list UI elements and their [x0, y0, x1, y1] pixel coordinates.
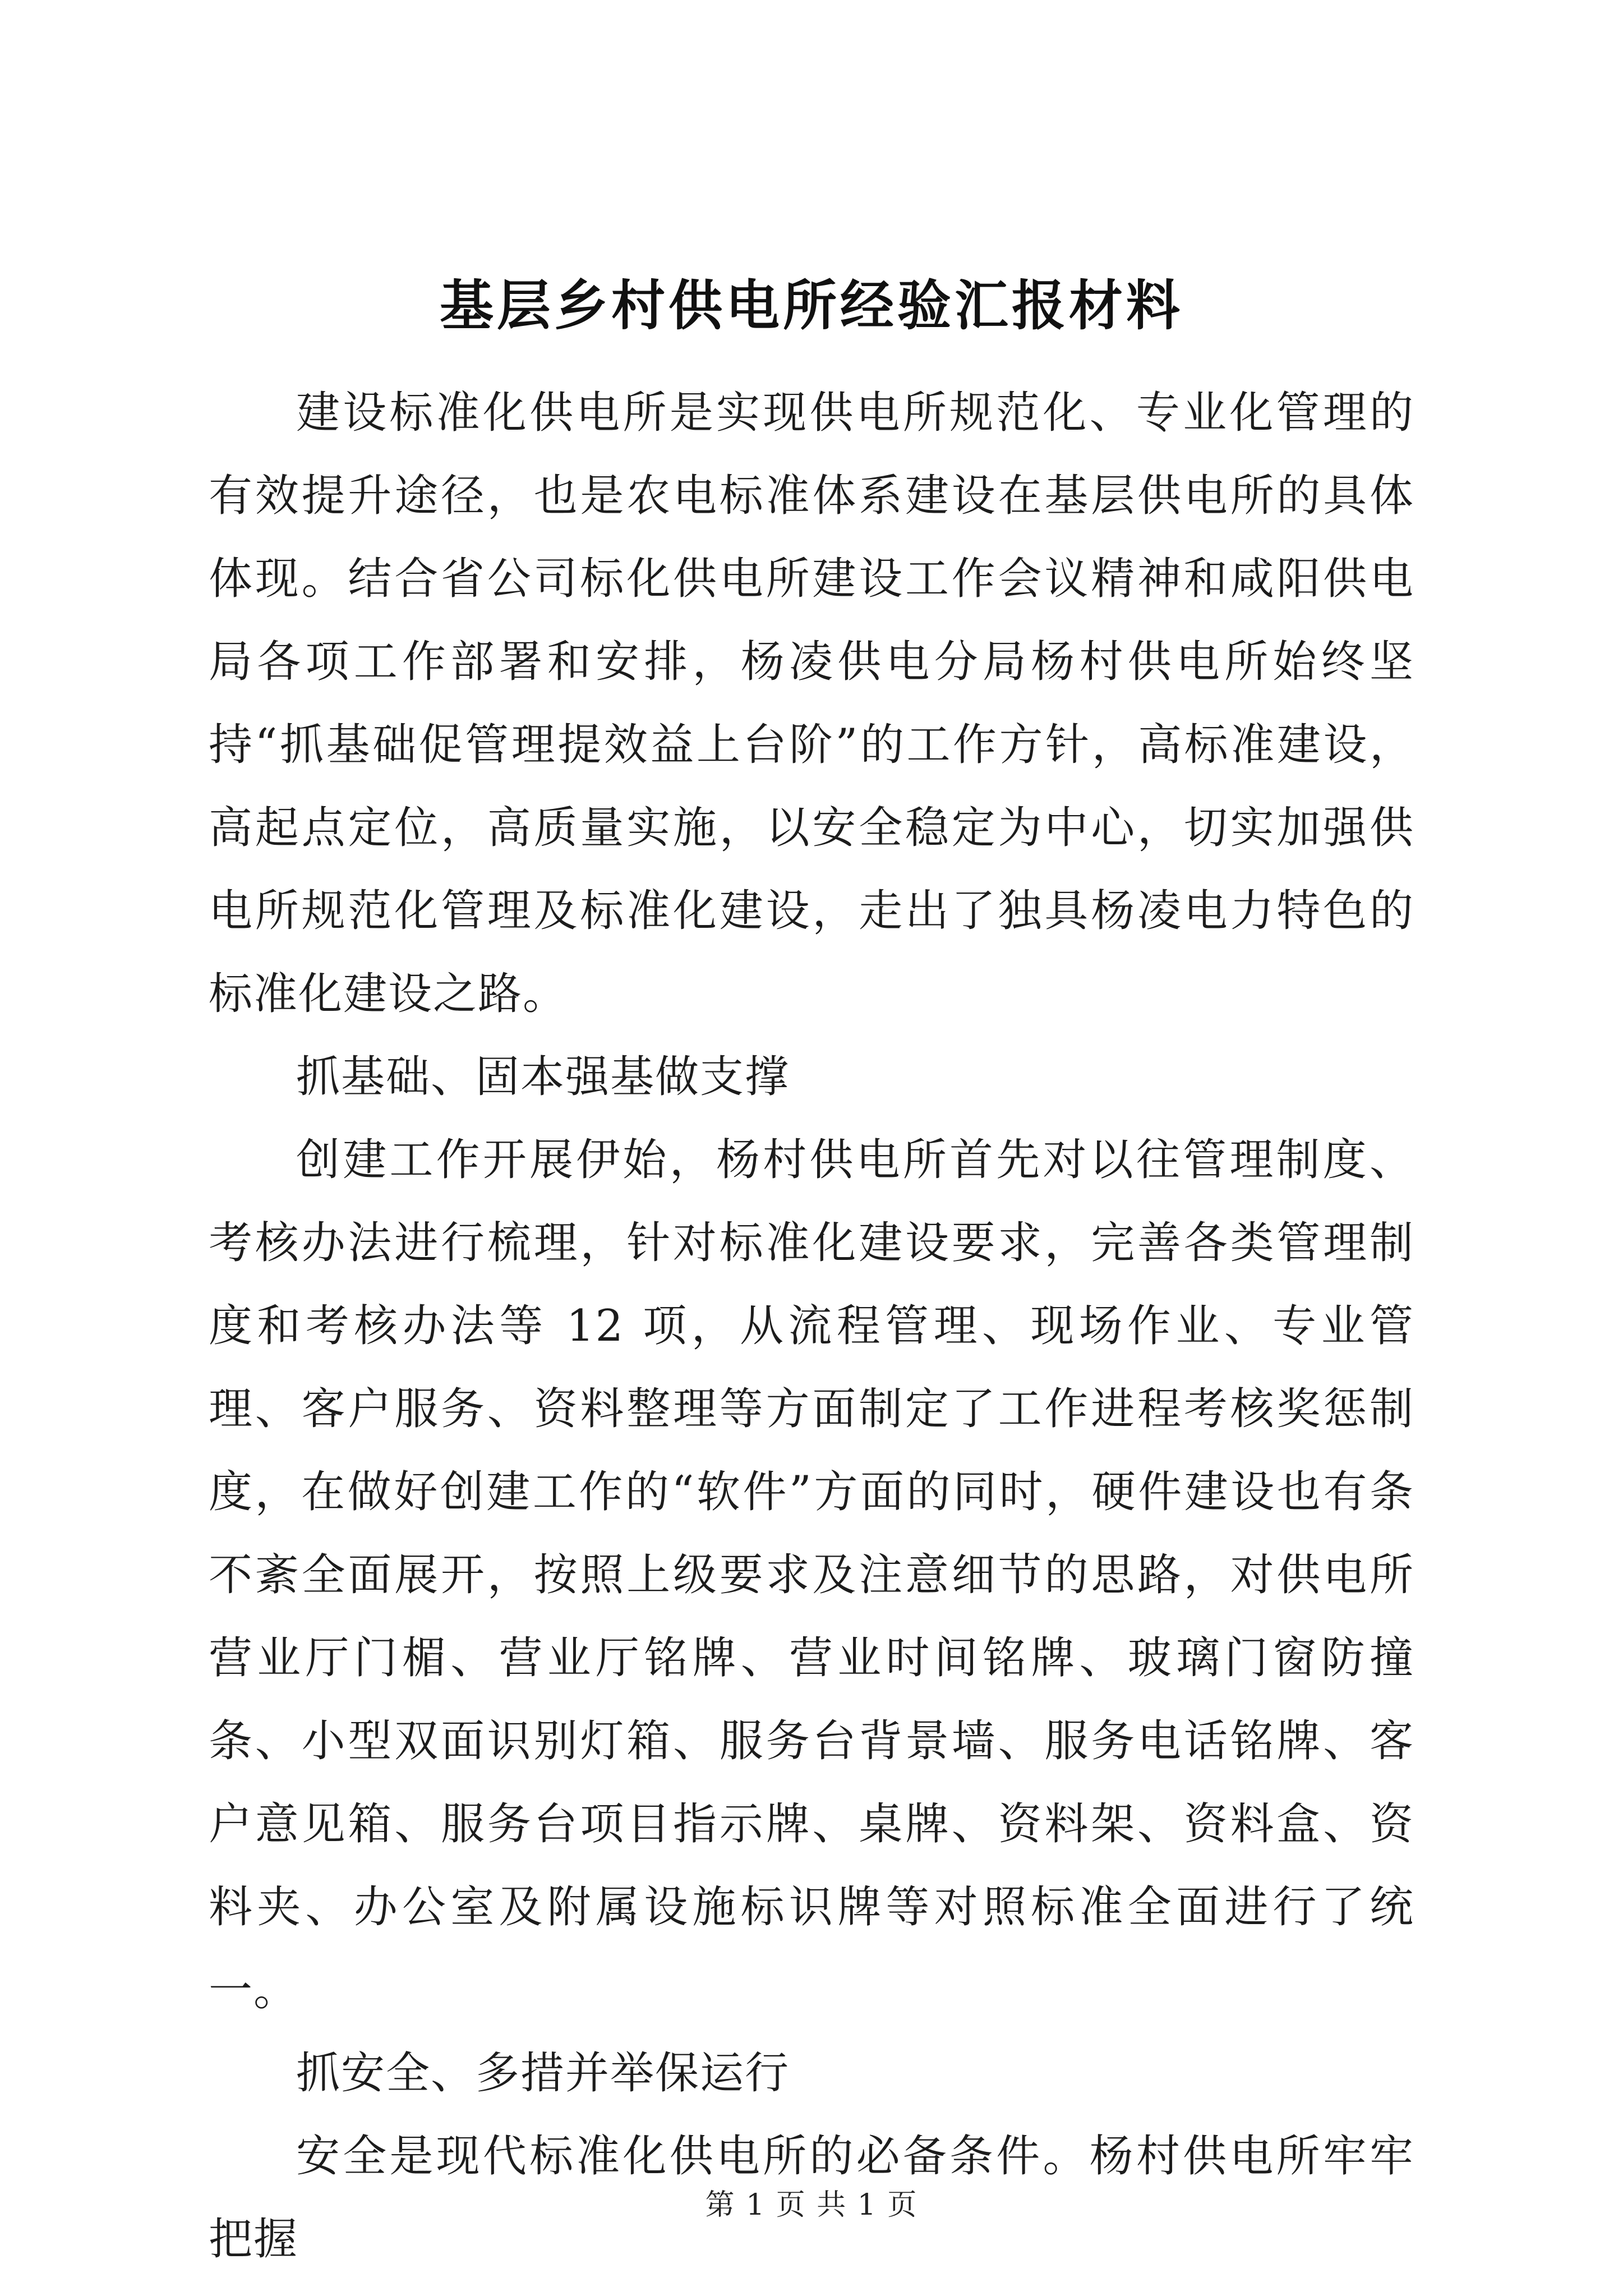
- page-number-footer: 第 1 页 共 1 页: [705, 2188, 918, 2222]
- paragraph-subheading-foundation: 抓基础、固本强基做支撑: [296, 1052, 790, 1102]
- paragraph-subheading-safety: 抓安全、多措并举保运行: [296, 2048, 790, 2099]
- paragraph-intro: 建设标准化供电所是实现供电所规范化、专业化管理的有效提升途径，也是农电标准体系建设在基层供电所的具体体现。结合省公司标化供电所建设工作会议精神和咸阳供电局各项工作部署和安排，杨凌供电分局杨村供电所始终坚持“抓基础促管理提效益上台阶”的工作方针，高标准建设，高起点定位，高质量实施，以安全稳定为中心，切实加强供电所规范化管理及标准化建设，走出了独具杨凌电力特色的标准化建设之路。: [209, 388, 1414, 1019]
- paragraph-foundation-detail: 创建工作开展伊始，杨村供电所首先对以往管理制度、考核办法进行梳理，针对标准化建设要求，完善各类管理制度和考核办法等 12 项，从流程管理、现场作业、专业管理、客户服务、资料整理等方面制定了工作进程考核奖惩制度，在做好创建工作的“软件”方面的同时，硬件建设也有条不紊全面展开，按照上级要求及注意细节的思路，对供电所营业厅门楣、营业厅铭牌、营业时间铭牌、玻璃门窗防撞条、小型双面识别灯箱、服务台背景墙、服务电话铭牌、客户意见箱、服务台项目指示牌、桌牌、资料架、资料盒、资料夹、办公室及附属设施标识牌等对照标准全面进行了统一。: [209, 1135, 1414, 2016]
- document-title: 基层乡村供电所经验汇报材料: [440, 274, 1183, 337]
- document-body: [209, 371, 1414, 2281]
- paragraph-safety-detail: 安全是现代标准化供电所的必备条件。杨村供电所牢牢把握: [209, 2131, 1414, 2265]
